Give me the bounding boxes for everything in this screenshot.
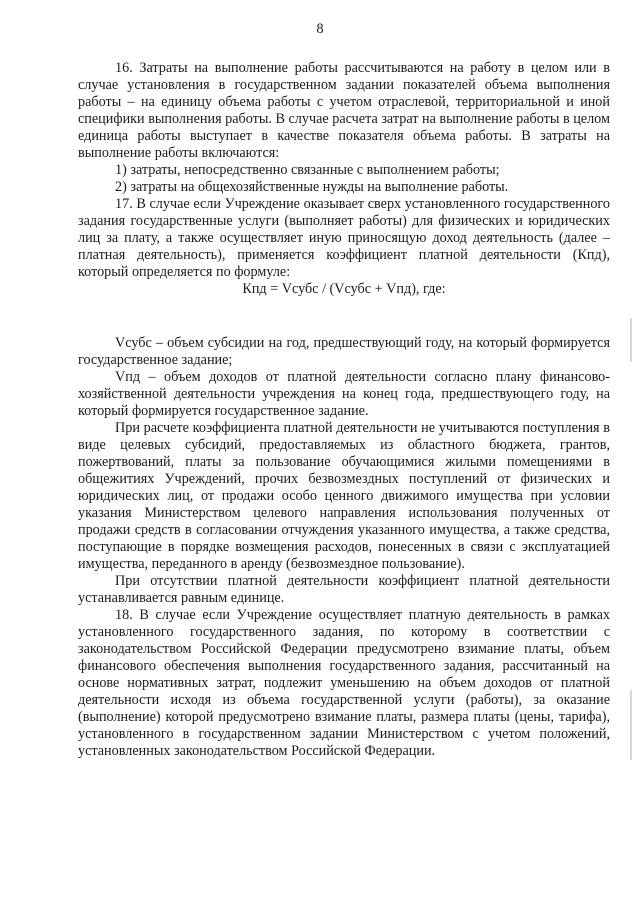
paragraph-exclusions: При расчете коэффициента платной деятельности не учитываются поступления в виде целевых субсидий, предоставляемых из областного бюджета, грантов, пожертвований, платы за пользование обучающимися жилыми помещениями в общежитиях Учреждений, прочих безвозмездных поступлений от физических и юридических лиц, от продажи особо ценного движимого имущества при условии указания Министерством целевого направления использования полученных от продажи средств в согласовании отчуждения указанного имущества, а также средства, поступающие в порядке возмещения расходов, понесенных в связи с эксплуатацией имущества, переданного в аренду (безвозмездное пользование). [78, 420, 610, 572]
formula: Кпд = Vсубс / (Vсубс + Vпд), где: [242, 281, 446, 297]
document-body [78, 60, 610, 760]
scan-edge-mark [630, 318, 632, 362]
paragraph-18: 18. В случае если Учреждение осуществляет платную деятельность в рамках установленного государственного задания, по которому в соответствии с законодательством Российской Федерации предусмотрено взимание платы, объем финансового обеспечения выполнения государственного задания, рассчитанный на основе нормативных затрат, подлежит уменьшению на объем доходов от платной деятельности исходя из объема государственной услуги (работы), за оказание (выполнение) которой предусмотрено взимание платы, размера платы (цены, тарифа), установленного в государственном задании Министерством с учетом положений, установленных законодательством Российской Федерации. [78, 607, 610, 759]
list-item-1: 1) затраты, непосредственно связанные с выполнением работы; [115, 162, 500, 178]
definition-vpd: Vпд – объем доходов от платной деятельности согласно плану финансово-хозяйственной деятельности учреждения на конец года, предшествующего году, на который формируется государственное задание. [78, 369, 610, 419]
paragraph-16: 16. Затраты на выполнение работы рассчитываются на работу в целом или в случае установления в государственном задании показателей объема выполнения работы – на единицу объема работы с учетом отраслевой, территориальной и иной специфики выполнения работы. В случае расчета затрат на выполнение работы в целом единица работы выступает в качестве показателя объема работы. В затраты на выполнение работы включаются: [78, 60, 610, 161]
list-item-2: 2) затраты на общехозяйственные нужды на выполнение работы. [115, 179, 509, 195]
paragraph-17: 17. В случае если Учреждение оказывает сверх установленного государственного задания государственные услуги (выполняет работы) для физических и юридических лиц за плату, а также осуществляет иную приносящую доход деятельность (далее – платная деятельность), применяется коэффициент платной деятельности (Кпд), который определяется по формуле: [78, 196, 610, 280]
scan-edge-mark [630, 690, 632, 760]
definition-vsubs: Vсубс – объем субсидии на год, предшествующий году, на который формируется государственное задание; [78, 335, 610, 368]
page-number: 8 [316, 21, 324, 37]
paragraph-no-paid-activity: При отсутствии платной деятельности коэффициент платной деятельности устанавливается равным единице. [78, 573, 610, 606]
